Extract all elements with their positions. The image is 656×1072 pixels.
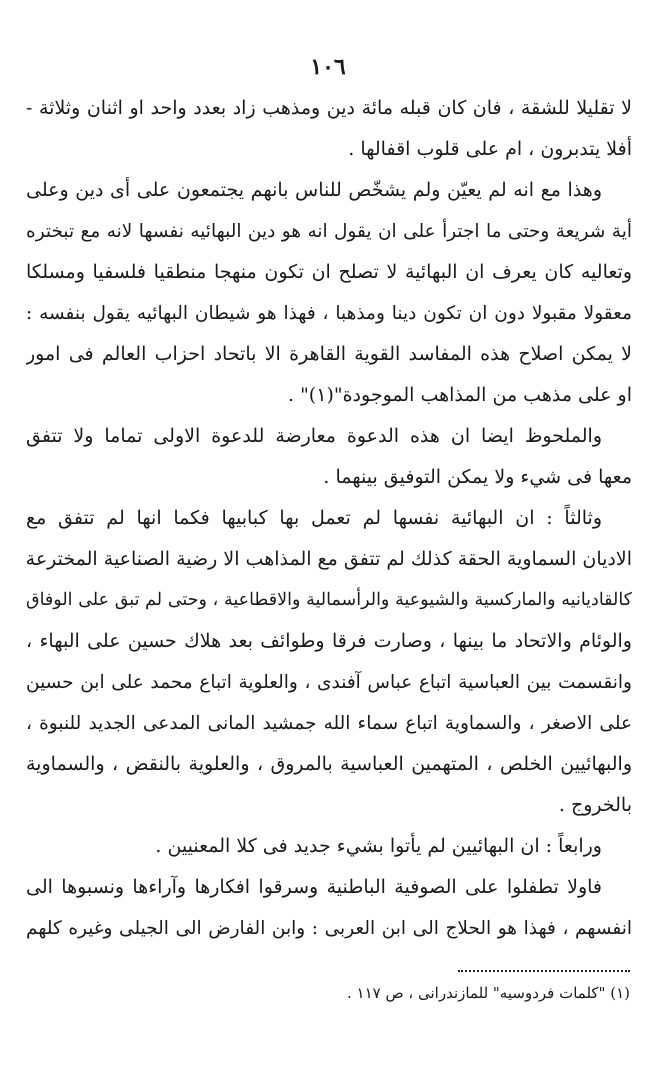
text-line: معها فى شيء ولا يمكن التوفيق بينهما . — [323, 466, 632, 488]
text-line: وثالثاً : ان البهائية نفسها لم تعمل بها كبابيها فكما انها لم تتفق مع — [26, 507, 602, 529]
text-line: وانقسمت بين العباسية اتباع عباس آفندى ، والعلوية اتباع محمد على ابن حسين — [26, 672, 632, 693]
text-line: والوئام والاتحاد ما بينها ، وصارت فرقا وطوائف بعد هلاك حسين على البهاء ، — [26, 630, 632, 652]
text-line: لا يمكن اصلاح هذه المفاسد القوية القاهرة الا باتحاد احزاب العالم فى امور — [26, 343, 632, 365]
text-line: ورابعاً : ان البهائيين لم يأتوا بشيء جديد فى كلا المعنيين . — [155, 835, 602, 857]
text-line: على الاصغر ، والسماوية اتباع سماء الله جمشيد المانى المدعى الجديد للنبوة ، — [26, 713, 632, 734]
text-line: وهذا مع انه لم يعيّن ولم يشخّص للناس بانهم يجتمعون على أى دين وعلى — [26, 179, 602, 201]
footnote-divider — [458, 970, 630, 972]
text-line: والبهائيين الخلص ، المتهمين العباسية بالمروق ، والعلوية بالنقض ، والسماوية — [26, 753, 632, 775]
text-line: أية شريعة وحتى ما اجترأ على ان يقول انه هو دين البهائيه نفسها لانه مع تبختره — [26, 221, 632, 242]
text-line: أفلا يتدبرون ، ام على قلوب اقفالها . — [348, 138, 632, 160]
body-text — [26, 88, 632, 949]
text-line: بالخروج . — [558, 794, 632, 816]
text-line: معقولا مقبولا دون ان تكون دينا ومذهبا ، فهذا هو شيطان البهائيه يقول بنفسه : — [26, 303, 632, 324]
text-line: او على مذهب من المذاهب الموجودة"(١)" . — [287, 384, 632, 406]
text-line: وتعاليه كان يعرف ان البهائية لا تصلح ان تكون منهجا منطقيا فلسفيا ومسلكا — [26, 261, 632, 283]
text-line: لا تقليلا للشقة ، فان كان قبله مائة دين ومذهب زاد بعدد واحد او اثنان وثلاثة - — [26, 97, 632, 119]
text-line: فاولا تطفلوا على الصوفية الباطنية وسرقوا افكارها وآراءها ونسبوها الى — [26, 876, 602, 898]
text-line: والملحوظ ايضا ان هذه الدعوة معارضة للدعوة الاولى تماما ولا تتفق — [26, 425, 602, 447]
text-line: انفسهم ، فهذا هو الحلاج الى ابن العربى : وابن الفارض الى الجيلى وغيره كلهم — [26, 918, 632, 939]
text-line: الاديان السماوية الحقة كذلك لم تتفق مع المذاهب الا رضية الصناعية المخترعة — [26, 548, 632, 570]
footnote: (١) "كلمات فردوسيه" للمازندرانى ، ص ١١٧ . — [346, 984, 630, 1002]
text-line: كالقاديانيه والماركسية والشيوعية والرأسمالية والاقطاعية ، وحتى لم تبق على الوفاق — [26, 590, 632, 610]
page-number: ١٠٦ — [310, 54, 346, 80]
